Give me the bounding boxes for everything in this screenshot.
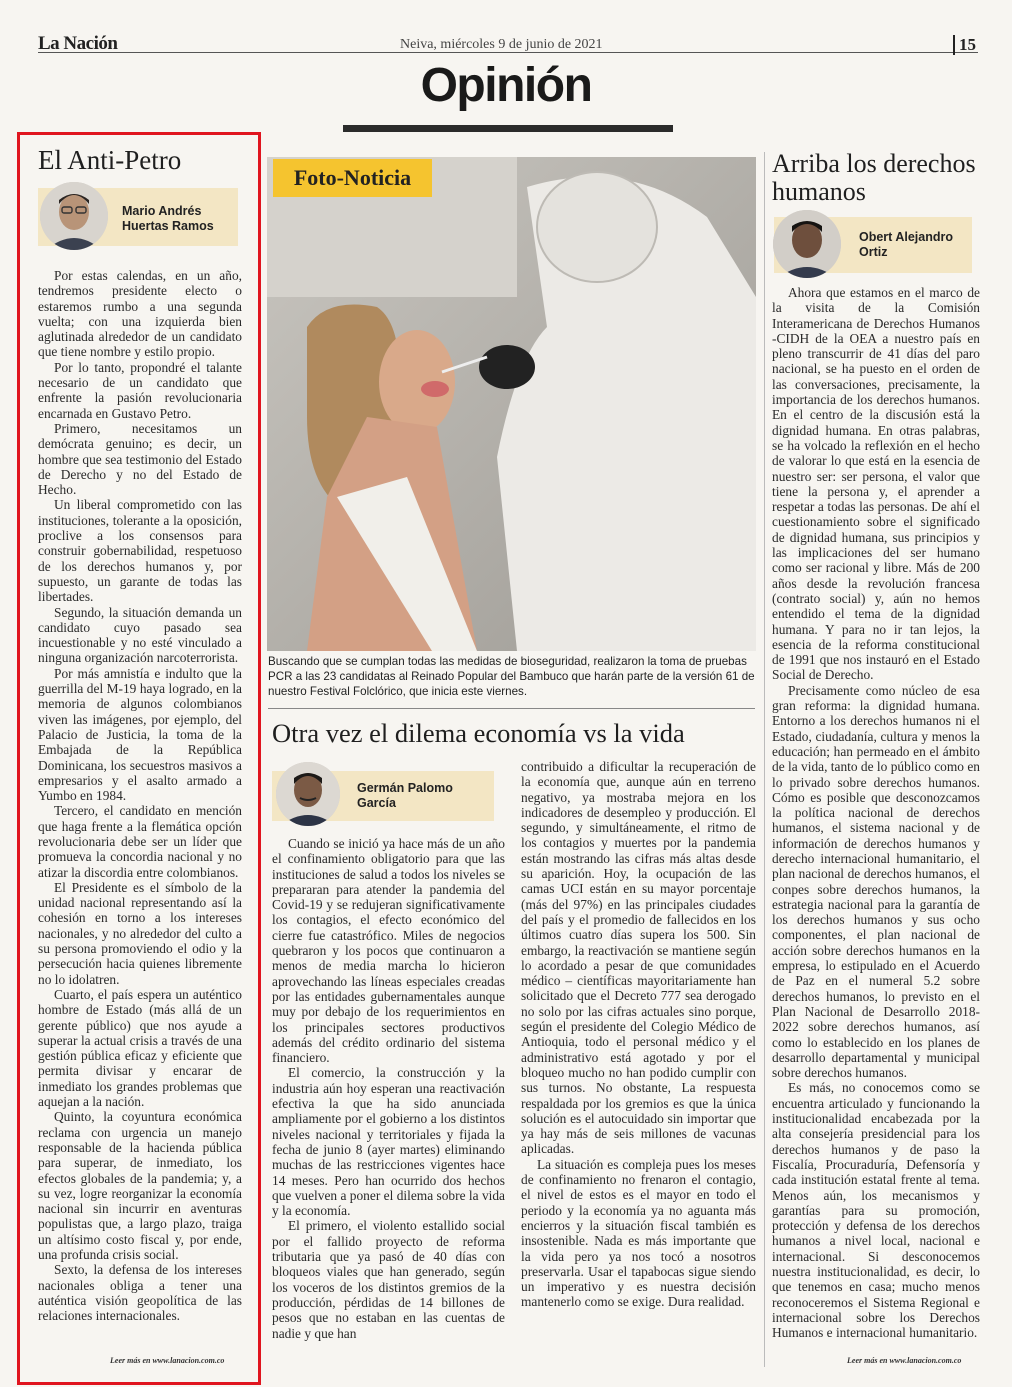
col3-article-body (772, 285, 980, 1340)
caption-rule (268, 708, 755, 709)
article-paragraph: El Presidente es el símbolo de la unidad nacional representando así la cohesión en torno a los intereses nacionales, y no alrededor del culto a su persona promoviendo el odio y la persecución hacia quienes libremente no lo idolatren. (38, 879, 242, 987)
col2-headline: Otra vez el dilema economía vs la vida (272, 718, 685, 748)
col2-author-name: Germán Palomo García (357, 781, 453, 810)
news-photo (267, 157, 756, 651)
article-paragraph: Sexto, la defensa de los intereses nacionales obliga a tener una auténtica visión geopolítica de las relaciones internacionales. (38, 1262, 242, 1324)
article-paragraph: Precisamente como núcleo de esa gran reforma: la dignidad humana. Entorno a los derechos humanos ni el Estado, ciudadanía, cultura y menos la educación; han permeado en el ámbito de la vida, tanto de lo público como en lo privado sobre derechos humanos. Cómo es posible que desconozcamos la política nacional de derechos humanos, el sistema nacional y de información de derechos humanos y derecho internacional humanitario, el plan nacional de derechos humanos, el conpes sobre derechos humanos, la estrategia nacional para la garantía de los derechos humanos y sus ocho componentes, el plan nacional de acción sobre derechos humanos en la empresa, lo estipulado en el Acuerdo de Paz en el numeral 5.2 sobre derechos humanos, lo previsto en el Plan Nacional de Desarrollo 2018-2022 sobre derechos humanos, así como lo establecido en los planes de desarrollo departamental y municipal sobre derechos humanos. (772, 682, 980, 1081)
article-paragraph: Por lo tanto, propondré el talante necesario de un candidato que enfrente la pasión revolucionaria encarnada en Gustavo Petro. (38, 359, 242, 421)
col1-author-name: Mario Andrés Huertas Ramos (122, 204, 214, 233)
article-paragraph: Por estas calendas, en un año, tendremos presidente electo o estaremos rumbo a una segunda vuelta; con una izquierda bien aglutinada alrededor de un candidato que tiene nombre y estilo propio. (38, 268, 242, 360)
col2-article-body-left (272, 836, 505, 1341)
article-paragraph: La situación es compleja pues los meses de confinamiento no frenaron el contagio, el nivel de estos es el mayor en todo el periodo y la economía ya no aguanta más encierros y la situación fiscal también es insostenible. Nada es más importante que la vida pero ya nos tocó a nosotros preservarla. Usar el tapabocas sigue siendo un imperativo y es nuestra decisión mantenerlo como se exige. Dura realidad. (521, 1156, 756, 1310)
article-paragraph: contribuido a dificultar la recuperación de la economía que, aunque aún en terreno negativo, ya mostraba mejora en los indicadores de desempleo y producción. El segundo, y simultáneamente, el ritmo de los contagios y muertes por la pandemia están mostrando las cifras más altas desde su aparición. Hoy, la ocupación de las camas UCI están en su mayor porcentaje (más del 97%) en las principales ciudades del país y el promedio de fallecidos en los últimos cuatro días supera los 500. Sin embargo, la reactivación se mantiene según lo acordado a pesar de que comunidades médico – científicas mayoritariamente han solicitado que el Decreto 777 sea derogado no solo por las cifras actuales sino porque, según el presidente del Colegio Médico de Antioquia, todo el personal médico y el administrativo está agotado y por el bloqueo mucho no han podido cumplir con sus turnos. No obstante, La respuesta respaldada por los gremios es que la única solución es el autocuidado sin importar que ya hay más de seis millones de vacunas aplicadas. (521, 759, 756, 1157)
author-photo (773, 210, 841, 278)
article-paragraph: Tercero, el candidato en mención que haga frente a la flemática opción revolucionaria debe ser un líder que promueva la concordia nacional y no atizar la discordia entre colombianos. (38, 803, 242, 880)
article-paragraph: Cuando se inició ya hace más de un año el confinamiento obligatorio para que las instituciones de salud a todos los niveles se prepararan para atender la pandemia del Covid-19 y se redujeran significativamente los contagios, el efecto económico del cierre fue catastrófico. Miles de negocios quebraron y los pocos que continuaron a menos de media marcha lo hicieron aprovechando las líneas especiales creadas por las entidades gubernamentales aunque muy por debajo de los requerimientos en los principales sectores productivos además del crédito ordinario del sistema financiero. (272, 836, 505, 1066)
article-paragraph: Primero, necesitamos un demócrata genuino; es decir, un hombre que sea testimonio del Estado de Derecho y no del Estado de Hecho. (38, 420, 242, 498)
author-portrait-icon (773, 210, 841, 278)
section-bar (343, 125, 673, 132)
photo-caption: Buscando que se cumplan todas las medidas de bioseguridad, realizaron la toma de pruebas PCR a las 23 candidatas al Reinado Popular del Bambuco que harán parte de la versión 61 de nuestro Festival Folclórico, que inicia este viernes. (268, 655, 755, 698)
article-paragraph: Segundo, la situación demanda un candidato cuyo pasado sea incuestionable y no esté vinculado a ninguna organización narcoterrorista. (38, 604, 242, 666)
article-paragraph: Quinto, la coyuntura económica reclama con urgencia un manejo responsable de la hacienda pública para superar, de inmediato, los efectos globales de la pandemia; y, a su vez, logre reorganizar la economía nacional sin incurrir en aventuras populistas que, a largo plazo, traiga un altísimo costo fiscal y, por ende, una profunda crisis social. (38, 1109, 242, 1262)
newspaper-logo: La Nación (38, 33, 118, 54)
col3-headline: Arriba los derechos humanos (772, 149, 976, 206)
photo-news-tag: Foto-Noticia (273, 159, 432, 197)
page-number: 15 (953, 35, 976, 55)
author-portrait-icon (276, 762, 340, 826)
col2-article-body-right (521, 759, 756, 1310)
column-divider (764, 152, 765, 1367)
article-paragraph: Es más, no conocemos como se encuentra articulado y funcionando la institucionalidad encabezada por la alta consejería presidencial para los derechos humanos y de paso la Fiscalía, Procuraduría, Defensoría y cada institución estatal frente al tema. Menos aún, los mecanismos y garantías para su promoción, protección y defensa de los derechos humanos a nivel local, nacional e internacional. Si desconocemos nuestra institucionalidad, es decir, lo que tenemos en casa; mucho menos reconoceremos el Sistema Regional e internacional sobre los Derechos Humanos e internacional humanitario. (772, 1080, 980, 1341)
col1-headline: El Anti-Petro (38, 145, 182, 175)
article-paragraph: Cuarto, el país espera un auténtico hombre de Estado (más allá de un gerente público) que nos ayude a superar la actual crisis a través de una gestión pública eficaz y eficiente que permita divisar y encarar de inmediato los grandes problemas que aquejan a la nación. (38, 986, 242, 1110)
pcr-test-photo-icon (267, 157, 756, 651)
author-photo (276, 762, 340, 826)
col1-read-more: Leer más en www.lanacion.com.co (110, 1356, 225, 1365)
dateline: Neiva, miércoles 9 de junio de 2021 (400, 37, 603, 52)
article-paragraph: Por más amnistía e indulto que la guerrilla del M-19 haya logrado, en la memoria de algunos colombianos viven las imágenes, por ejemplo, del Palacio de Justicia, la toma de la Embajada de la República Dominicana, los secuestros masivos a empresarios y el asalto armado a Yumbo en 1984. (38, 665, 242, 804)
article-paragraph: Ahora que estamos en el marco de la visita de la Comisión Interamericana de Derechos Humanos -CIDH de la OEA a nuestro país en pleno transcurrir de 41 días del paro nacional, se ha puesto en el orden de las conversaciones, precisamente, la importancia de los derechos humanos. En el centro de la discusión está la dignidad humana. En otras palabras, se ha volcado la reflexión en el hecho de valorar lo que está en la esencia de nuestro ser: ser persona, el valor que tiene la persona y, el aprender a respetar a todas las personas. De ahí el cuestionamiento sobre el significado de dignidad humana, sus principios y las implicaciones del ser humano como ser racional y libre. Más de 200 años desde la revolución francesa (contrato social) y, aún no hemos entendido el tema de la dignidad humana. Y para no ir tan lejos, la esencia de la reforma constitucional de 1991 que nos instauró en el Estado Social de Derecho. (772, 285, 980, 683)
col3-author-name: Obert Alejandro Ortiz (859, 230, 953, 259)
article-paragraph: El primero, el violento estallido social por el fallido proyecto de reforma tributaria que ya pasó de 40 días con bloqueos viales que han generado, según los voceros de los distintos gremios de la producción, pérdidas de 14 billones de pesos que no estaban en las cuentas de nadie y que han (272, 1218, 505, 1341)
article-paragraph: El comercio, la construcción y la industria aún hoy esperan una reactivación efectiva la que ha sido anunciada ampliamente por el gobierno a los distintos niveles nacional y territoriales y fijada la fecha de junio 8 (ayer martes) eliminando muchas de las restricciones vigentes hace 14 meses. Pero han ocurrido dos hechos que vuelven a poner el dilema sobre la vida y la economía. (272, 1065, 505, 1219)
col3-read-more: Leer más en www.lanacion.com.co (847, 1356, 962, 1365)
col1-article-body (38, 268, 242, 1323)
section-title: Opinión (420, 59, 592, 112)
article-paragraph: Un liberal comprometido con las instituciones, tolerante a la oposición, proclive a los consensos para construir gobernabilidad, respetuoso de los derechos humanos y, por supuesto, un garante de todas las libertades. (38, 497, 242, 605)
author-photo (40, 182, 108, 250)
author-portrait-icon (40, 182, 108, 250)
